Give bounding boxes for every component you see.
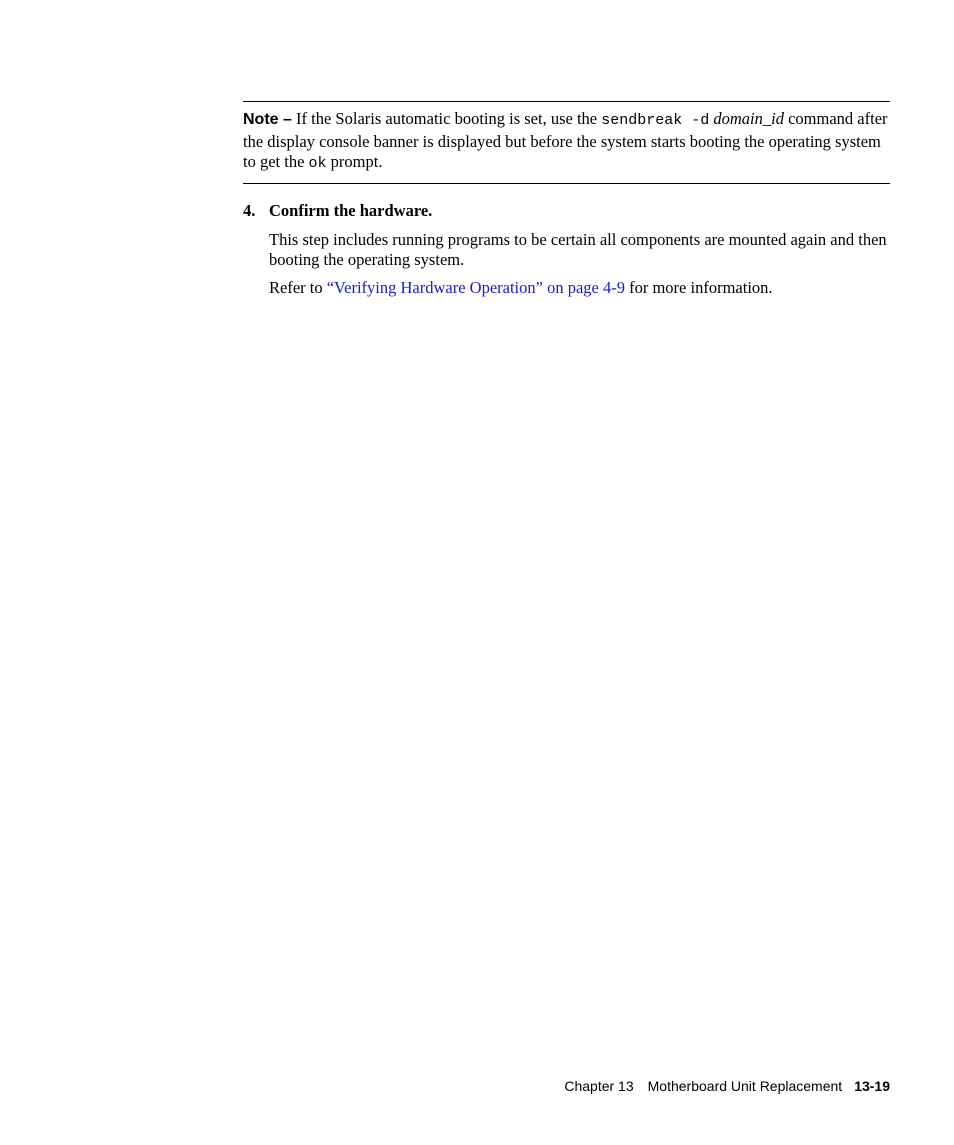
paragraph-2-suffix: for more information. <box>624 277 773 297</box>
footer-page-number: 13-19 <box>854 1078 890 1094</box>
step-heading <box>243 201 893 222</box>
page-footer <box>564 1078 890 1094</box>
footer-title: Motherboard Unit Replacement <box>647 1078 843 1094</box>
note-text-3: prompt. <box>326 152 383 171</box>
paragraph-2-prefix: Refer to <box>269 277 327 297</box>
step-paragraph-2 <box>269 278 893 299</box>
step-body <box>269 230 893 299</box>
step-number: 4. <box>243 201 256 220</box>
note-box <box>243 101 890 184</box>
note-command: sendbreak -d <box>601 112 710 129</box>
step-4 <box>243 201 893 298</box>
note-text-2: command after the display console banner is displayed but before the system starts booting the operating system to get the <box>243 109 888 171</box>
note-label: Note – <box>243 111 292 128</box>
note-command-arg: domain_id <box>713 109 784 128</box>
step-paragraph-1: This step includes running programs to be certain all components are mounted again and then booting the operating system. <box>269 229 887 269</box>
step-title: Confirm the hardware. <box>269 201 433 220</box>
note-prompt: ok <box>308 155 327 172</box>
verifying-hardware-link[interactable]: “Verifying Hardware Operation” on page 4-9 <box>326 277 625 297</box>
note-text-1: If the Solaris automatic booting is set, use the <box>291 109 602 128</box>
footer-chapter: Chapter 13 <box>564 1078 634 1094</box>
